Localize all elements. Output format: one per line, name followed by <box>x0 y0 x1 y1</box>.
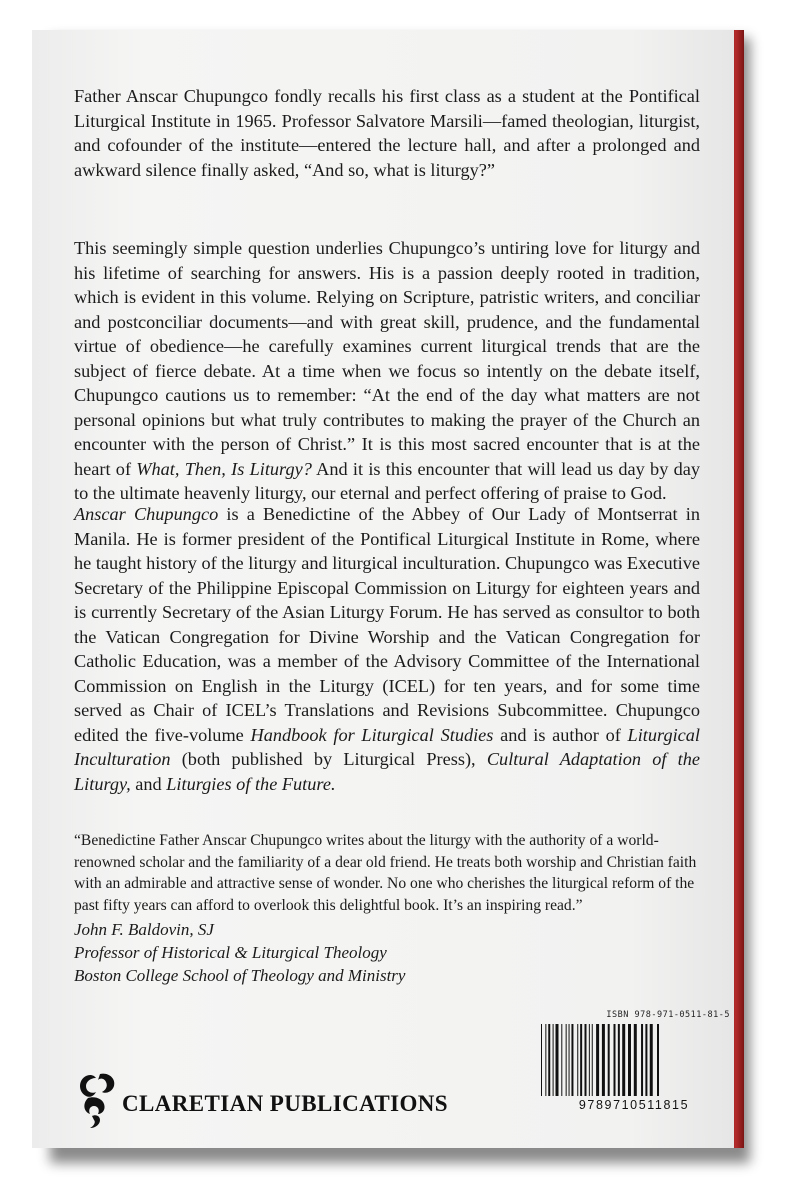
barcode-bar <box>556 1024 559 1096</box>
endorser-title: Professor of Historical & Liturgical Theology <box>74 943 387 962</box>
barcode-bar <box>566 1024 567 1096</box>
endorsement-quote: “Benedictine Father Anscar Chupungco writes about the liturgy with the authority of a world-renowned scholar and the familiarity of a dear old friend. He treats both worship and Christian faith with an admirable and attractive sense of wonder. No one who cherishes the liturgical reform of the past fifty years can afford to overlook this delightful book. It’s an inspiring read.” <box>74 832 697 914</box>
book-title: Liturgies of the Future. <box>166 773 336 794</box>
book-title: Cultural Adaptation of the Liturgy, <box>74 749 700 794</box>
barcode-bar <box>592 1024 593 1096</box>
bio-text: and <box>130 773 167 794</box>
barcode-bar <box>634 1024 637 1096</box>
bio-text: is a Benedictine of the Abbey of Our Lady of Montserrat in Manila. He is former president of the Pontifical Liturgical Institute in Rome, where he taught history of the liturgy and liturgical inculturation. Chupungco was Executive Secretary of the Philippine Episcopal Commission on Liturgy for eighteen years and is currently Secretary of the Asian Liturgy Forum. He has served as consultor to both the Vatican Congregation for Divine Worship and the Vatican Congregation for Catholic Education, was a member of the Advisory Committee of the International Commission on English in the Liturgy (ICEL) for ten years, and for some time served as Chair of ICEL’s Translations and Revisions Subcommittee. Chupungco edited the five-volume <box>74 504 700 745</box>
barcode-bar <box>585 1024 587 1096</box>
barcode-bar <box>622 1024 625 1096</box>
barcode-bar <box>589 1024 590 1096</box>
barcode-bar <box>569 1024 570 1096</box>
barcode-bar <box>596 1024 599 1096</box>
barcode-bar <box>545 1024 546 1096</box>
blurb-text: This seemingly simple question underlies Chupungco’s untiring love for liturgy and his lifetime of searching for answers. His is a passion deeply rooted in tradition, which is evident in this volume. Relying on Scripture, patristic writers, and conciliar and postconciliar documents—and with great skill, prudence, and the fundamental virtue of obedience—he carefully examines current liturgical trends that are the subject of fierce debate. At a time when we focus so intently on the debate itself, Chupungco cautions us to remember: “At the end of the day what matters are not personal opinions but what truly contributes to making the prayer of the Church an encounter with the person of Christ.” It is this most sacred encounter that is at the heart of <box>74 238 700 479</box>
barcode-bar <box>548 1024 550 1096</box>
blurb-paragraph-2 <box>74 236 700 506</box>
barcode-bar <box>571 1024 573 1096</box>
barcode-bar <box>645 1024 647 1096</box>
author-bio <box>74 502 700 796</box>
barcode <box>540 1024 728 1096</box>
barcode-number: 9789710511815 <box>578 1098 690 1112</box>
book-title: What, Then, Is Liturgy? <box>136 458 312 479</box>
bio-text: (both published by Liturgical Press), <box>170 749 487 769</box>
author-name: Anscar Chupungco <box>74 504 219 524</box>
blurb-text: And it is this encounter that will lead us day by day to the ultimate heavenly liturgy, our eternal and perfect offering of praise to God. <box>74 458 700 503</box>
barcode-bar <box>602 1024 605 1096</box>
barcode-bar <box>614 1024 616 1096</box>
barcode-bar <box>641 1024 643 1096</box>
book-title: Handbook for Liturgical Studies <box>250 724 494 745</box>
blurb-paragraph-1: Father Anscar Chupungco fondly recalls his first class as a student at the Pontifical Liturgical Institute in 1965. Professor Salvatore Marsili—famed theologian, liturgist, and cofounder of the institute—entered the lecture hall, and after a prolonged and awkward silence finally asked, “And so, what is liturgy?” <box>74 86 700 180</box>
barcode-bar <box>657 1024 659 1096</box>
isbn-label: ISBN 978-971-0511-81-5 <box>606 1010 730 1020</box>
barcode-bar <box>541 1024 542 1096</box>
barcode-bar <box>608 1024 610 1096</box>
back-cover <box>32 30 734 1148</box>
endorser-institution: Boston College School of Theology and Ministry <box>74 966 406 985</box>
barcode-bar <box>650 1024 653 1096</box>
endorser-name: John F. Baldovin, SJ <box>74 920 214 939</box>
barcode-bar <box>628 1024 631 1096</box>
publisher-name: CLARETIAN PUBLICATIONS <box>122 1091 448 1116</box>
barcode-bar <box>580 1024 582 1096</box>
barcode-area <box>538 1010 730 1116</box>
barcode-bar <box>577 1024 578 1096</box>
bio-text: and is author of <box>493 724 628 745</box>
book-title: Liturgical Inculturation <box>74 724 701 769</box>
barcode-bar <box>618 1024 620 1096</box>
barcode-bar <box>561 1024 562 1096</box>
barcode-bar <box>553 1024 554 1096</box>
claretian-logo-icon <box>76 1070 128 1130</box>
